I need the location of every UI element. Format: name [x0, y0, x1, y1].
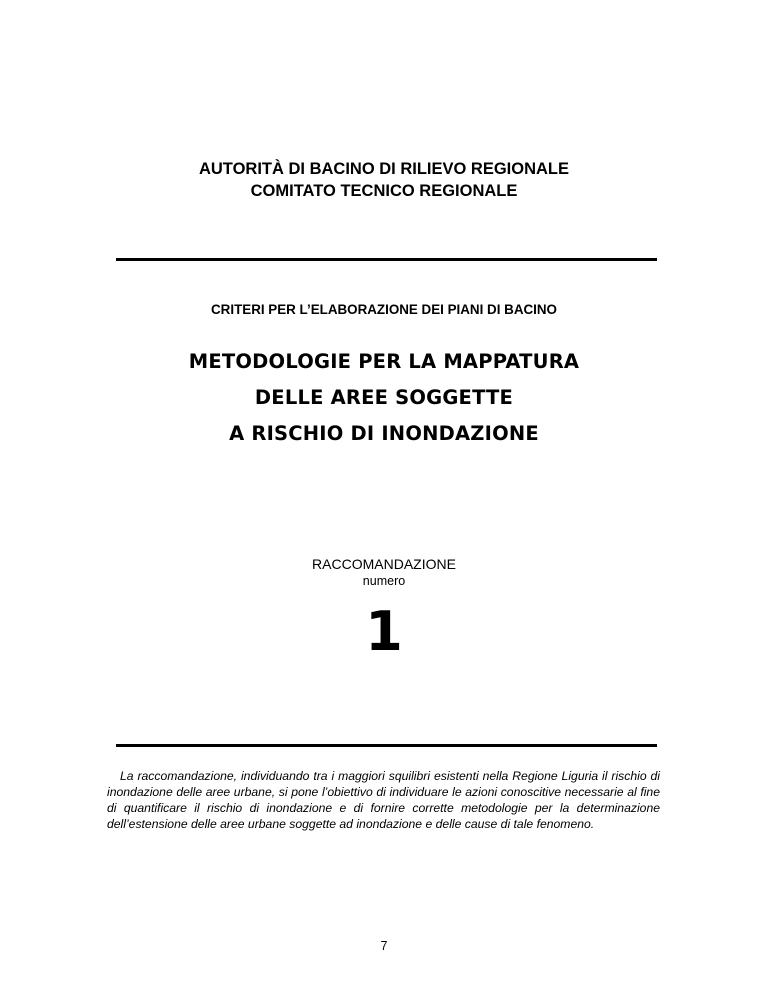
title-line-3: A RISCHIO DI INONDAZIONE: [229, 422, 539, 445]
title-line-1: METODOLOGIE PER LA MAPPATURA: [188, 350, 580, 373]
numero-label: numero: [362, 574, 406, 588]
authority-line-1: AUTORITÀ DI BACINO DI RILIEVO REGIONALE: [198, 160, 570, 178]
authority-heading: [0, 158, 768, 202]
bottom-divider: [116, 744, 657, 747]
criteria-heading: CRITERI PER L’ELABORAZIONE DEI PIANI DI BACINO: [211, 302, 557, 317]
page-number: 7: [380, 939, 388, 953]
authority-line-2: COMITATO TECNICO REGIONALE: [250, 182, 518, 200]
document-title: [0, 344, 768, 452]
title-line-2: DELLE AREE SOGGETTE: [254, 386, 514, 409]
top-divider: [116, 258, 657, 261]
recommendation-label: RACCOMANDAZIONE: [312, 556, 456, 572]
abstract-paragraph: La raccomandazione, individuando tra i maggiori squilibri esistenti nella Regione Liguria il rischio di inondazione delle aree urbane, si pone l’obiettivo di individuare le azioni conoscitive necessarie al fine di quantificare il rischio di inondazione e di fornire corrette metodologie per la determinazione dell’estensione delle aree urbane soggette ad inondazione e delle cause di tale fenomeno.: [107, 769, 660, 831]
recommendation-number: 1: [365, 600, 403, 663]
